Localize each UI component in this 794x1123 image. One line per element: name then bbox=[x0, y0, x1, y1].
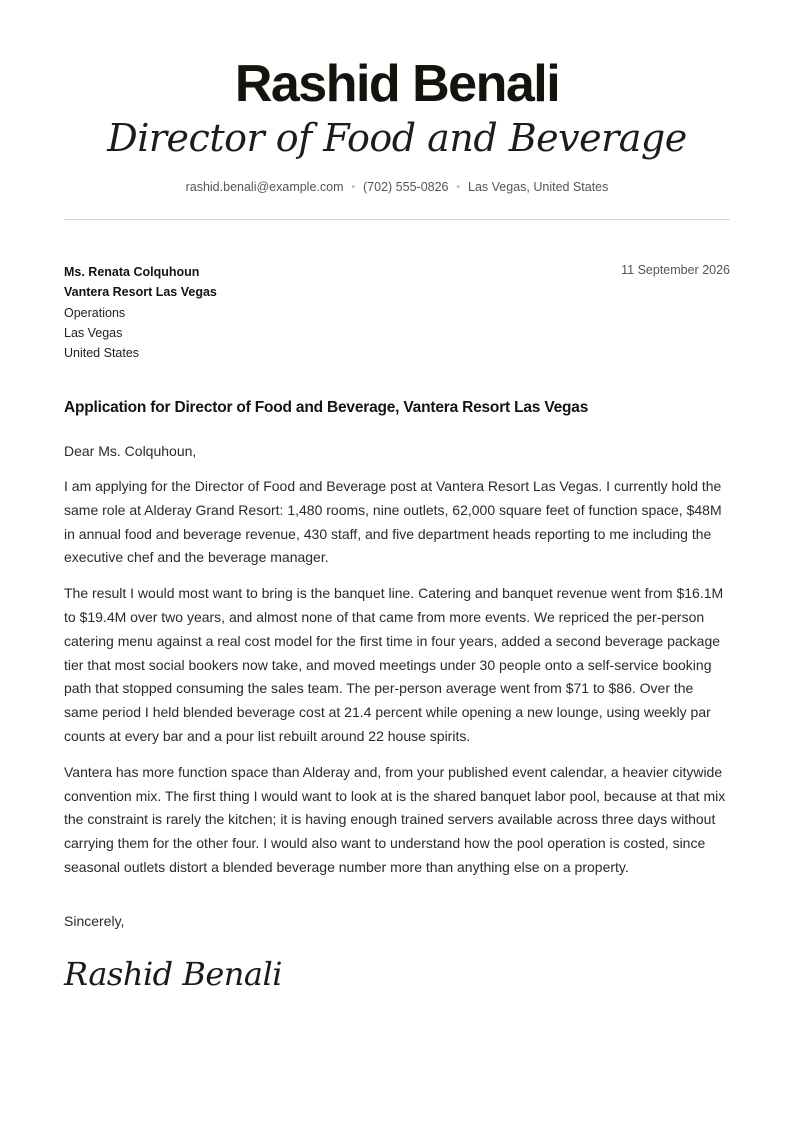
applicant-name: Rashid Benali bbox=[234, 55, 560, 113]
contact-email: rashid.benali@example.com bbox=[185, 180, 344, 194]
letter-subject: Application for Director of Food and Beverage, Vantera Resort Las Vegas bbox=[64, 399, 589, 416]
letter-date: 11 September 2026 bbox=[621, 263, 730, 277]
letter-salutation: Dear Ms. Colquhoun, bbox=[64, 443, 197, 459]
applicant-role-title: Director of Food and Beverage bbox=[107, 116, 687, 160]
signature: Rashid Benali bbox=[64, 955, 282, 993]
letter-body bbox=[64, 475, 730, 892]
contact-phone: (702) 555-0826 bbox=[363, 180, 449, 194]
body-paragraph: Vantera has more function space than Alderay and, from your published event calendar, a heavier citywide convention mix. The first thing I would want to look at is the shared banquet labor pool, because at that mix the constraint is rarely the kitchen; it is having enough trained servers available across three days without carrying them for the other four. I would also want to understand how the pool operation is costed, since seasonal outlets distort a blended beverage number more than anything else on a property. bbox=[64, 763, 726, 875]
header-divider bbox=[64, 219, 730, 220]
contact-location: Las Vegas, United States bbox=[468, 180, 609, 194]
letter-closing: Sincerely, bbox=[64, 913, 125, 929]
cover-letter-page bbox=[64, 0, 730, 1123]
recipient-city: Las Vegas bbox=[64, 325, 123, 340]
body-paragraph: The result I would most want to bring is the banquet line. Catering and banquet revenue went from $16.1M to $19.4M over two years, and almost none of that came from more events. We repriced the per-person catering menu against a real cost model for the first time in four years, added a second beverage package tier that most social bookers now take, and moved meetings under 30 people onto a self-service booking path that stopped consuming the sales team. The per-person average went from $71 to $86. Over the same period I held blended beverage cost at 21.4 percent while opening a new lounge, using weekly par counts at every bar and a pour list rebuilt around 22 house spirits. bbox=[64, 585, 724, 744]
recipient-organization: Vantera Resort Las Vegas bbox=[64, 285, 217, 300]
contact-separator: • bbox=[456, 182, 461, 193]
recipient-block bbox=[64, 262, 464, 363]
contact-separator: • bbox=[351, 182, 356, 193]
body-paragraph: I am applying for the Director of Food and Beverage post at Vantera Resort Las Vegas. I currently hold the same role at Alderay Grand Resort: 1,480 rooms, nine outlets, 62,000 square feet of function space, $48M in annual food and beverage revenue, 430 staff, and five department heads reporting to me including the executive chef and the beverage manager. bbox=[64, 478, 722, 566]
recipient-name: Ms. Renata Colquhoun bbox=[64, 265, 200, 279]
recipient-department: Operations bbox=[64, 305, 126, 320]
contact-line bbox=[64, 178, 730, 197]
recipient-country: United States bbox=[64, 346, 140, 361]
